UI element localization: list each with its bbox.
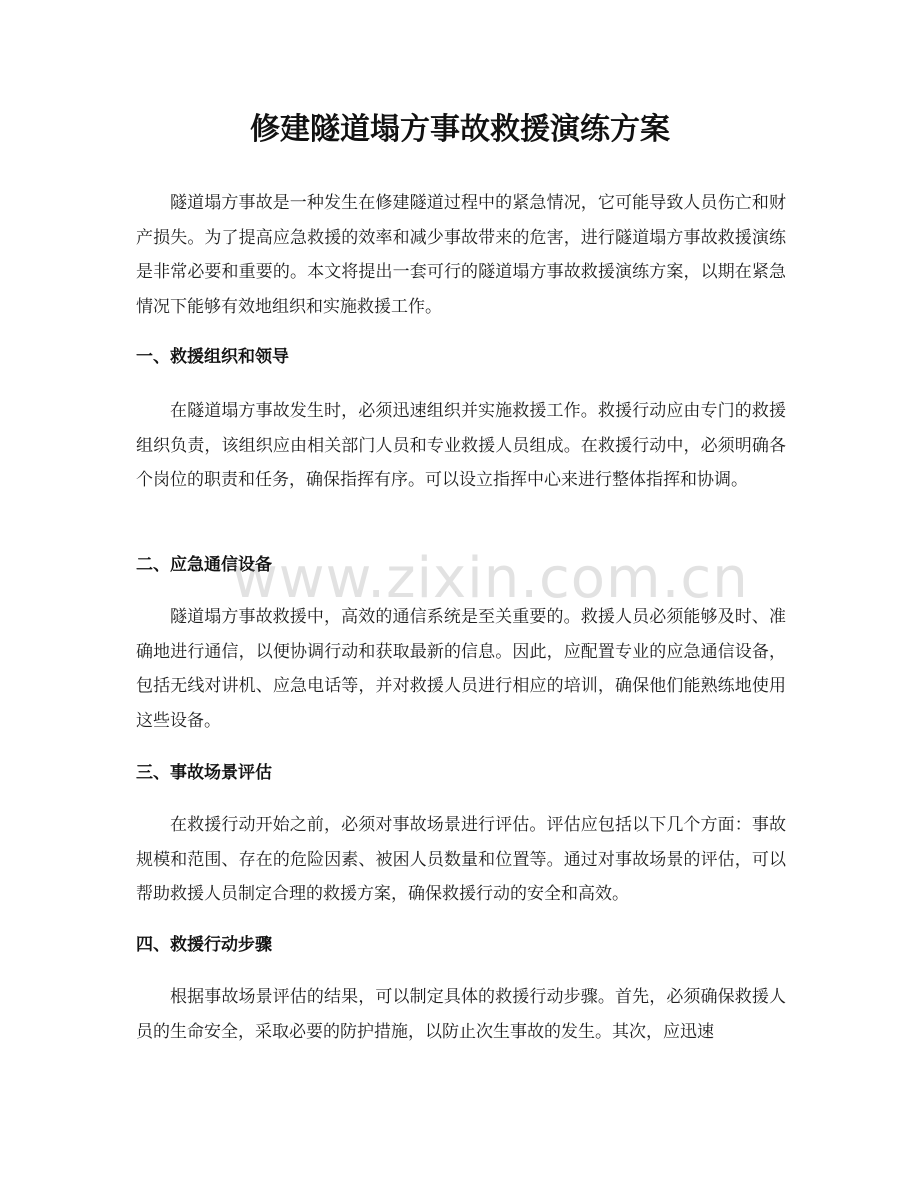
watermark: www.zixin.com.cn xyxy=(232,546,749,611)
section-body-assessment: 在救援行动开始之前，必须对事故场景进行评估。评估应包括以下几个方面：事故规模和范围、存在的危险因素、被困人员数量和位置等。通过对事故场景的评估，可以帮助救援人员制定合理的救援方案，确保救援行动的安全和高效。 xyxy=(136,815,786,905)
section-heading-steps: 四、救援行动步骤 xyxy=(136,935,272,955)
section-heading-organization: 一、救援组织和领导 xyxy=(136,347,289,367)
section-body-steps: 根据事故场景评估的结果，可以制定具体的救援行动步骤。首先，必须确保救援人员的生命安全，采取必要的防护措施，以防止次生事故的发生。其次，应迅速 xyxy=(136,987,786,1042)
section-body-organization: 在隧道塌方事故发生时，必须迅速组织并实施救援工作。救援行动应由专门的救援组织负责，该组织应由相关部门人员和专业救援人员组成。在救援行动中，必须明确各个岗位的职责和任务，确保指挥有序。可以设立指挥中心来进行整体指挥和协调。 xyxy=(136,401,786,491)
section-body-communication: 隧道塌方事故救援中，高效的通信系统是至关重要的。救援人员必须能够及时、准确地进行通信，以便协调行动和获取最新的信息。因此，应配置专业的应急通信设备，包括无线对讲机、应急电话等，并对救援人员进行相应的培训，确保他们能熟练地使用这些设备。 xyxy=(136,607,786,731)
section-heading-assessment: 三、事故场景评估 xyxy=(136,763,272,783)
section-heading-communication: 二、应急通信设备 xyxy=(136,555,272,575)
document-title: 修建隧道塌方事故救援演练方案 xyxy=(250,112,670,147)
intro-paragraph: 隧道塌方事故是一种发生在修建隧道过程中的紧急情况，它可能导致人员伤亡和财产损失。为了提高应急救援的效率和减少事故带来的危害，进行隧道塌方事故救援演练是非常必要和重要的。本文将提出一套可行的隧道塌方事故救援演练方案，以期在紧急情况下能够有效地组织和实施救援工作。 xyxy=(136,193,786,317)
